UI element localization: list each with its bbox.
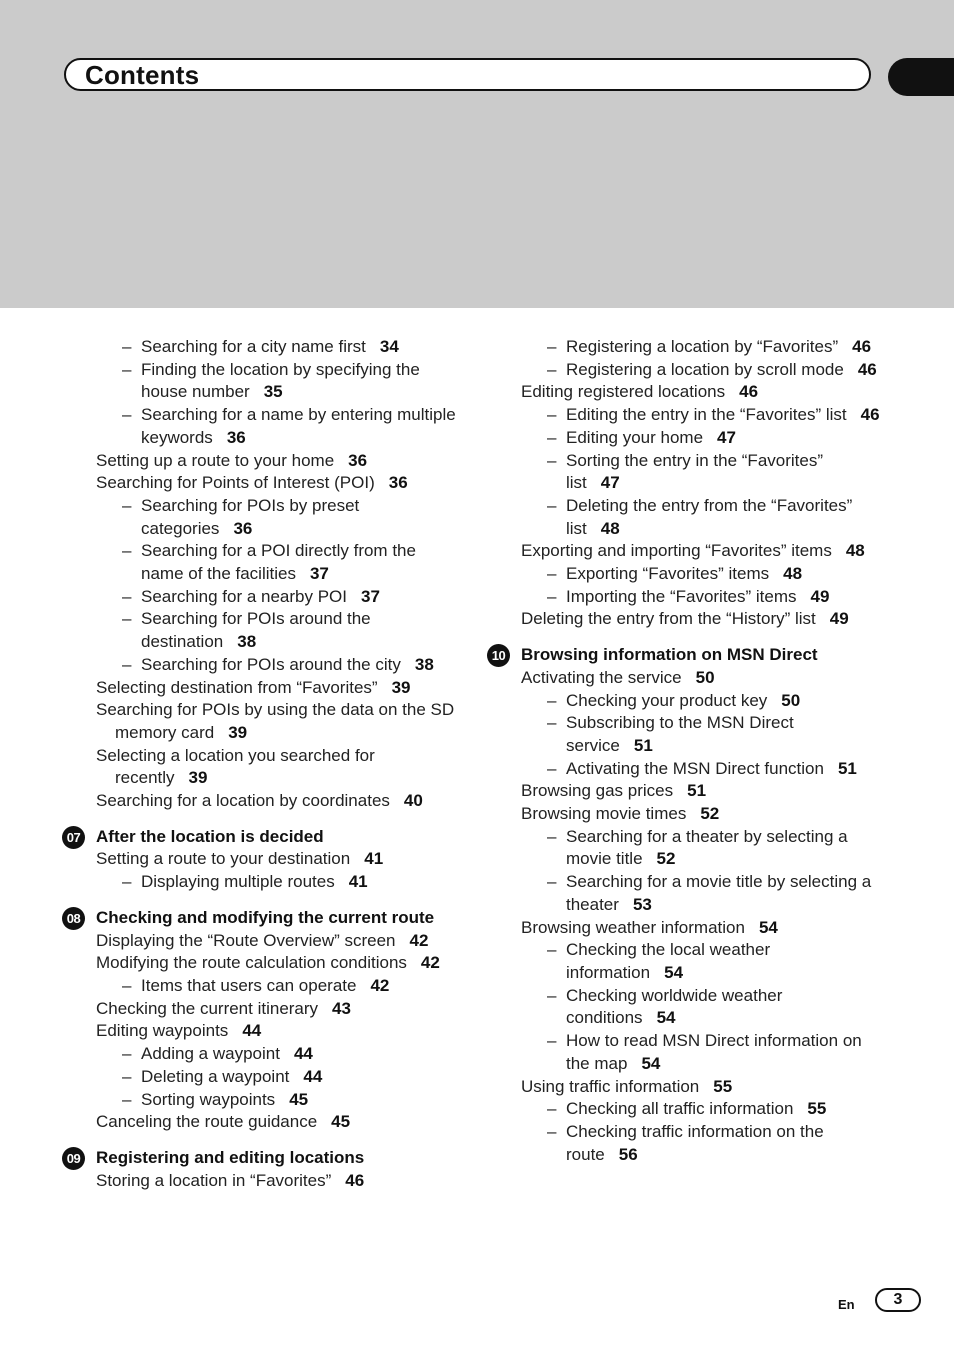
toc-subentry[interactable] [96,1066,456,1089]
entry-title: Checking the local weather information [566,940,771,982]
entry-title: Searching for a city name first [141,337,366,356]
entry-page-number: 44 [293,1044,313,1064]
toc-subentry[interactable] [521,939,881,984]
entry-page-number: 39 [228,722,248,742]
toc-subentry[interactable] [521,450,881,495]
entry-title: Searching for Points of Interest (POI) [96,473,375,493]
toc-subentry[interactable] [521,495,881,540]
toc-entry[interactable] [96,848,456,871]
entry-page-number: 52 [656,849,676,869]
entry-page-number: 56 [618,1144,638,1164]
dash-marker: – [547,564,557,584]
entry-title: Selecting destination from “Favorites” [96,677,378,697]
entry-title: Activating the service [521,667,682,687]
header-band [0,0,954,308]
entry-title: Checking all traffic information [566,1099,794,1119]
dash-marker: – [122,654,132,674]
entry-page-number: 44 [303,1066,323,1086]
dash-marker: – [547,690,557,710]
toc-subentry[interactable] [521,1121,881,1166]
entry-page-number: 46 [739,382,759,402]
entry-page-number: 50 [781,690,801,710]
toc-entry[interactable] [96,790,456,813]
dash-marker: – [122,1066,132,1086]
entry-title: Checking worldwide weather conditions [566,985,783,1028]
entry-page-number: 54 [656,1008,676,1028]
dash-marker: – [122,609,132,629]
dash-marker: – [122,1044,132,1064]
entry-title: Editing your home [566,427,704,447]
dash-marker: – [122,495,132,515]
section-number-badge: 09 [62,1147,85,1170]
entry-page-number: 54 [641,1053,661,1073]
toc-subentry[interactable] [521,690,881,713]
entry-page-number: 41 [364,849,384,869]
entry-title: Displaying multiple routes [141,872,335,892]
toc-subentry[interactable] [96,1043,456,1066]
entry-page-number: 55 [713,1076,733,1096]
entry-page-number: 38 [237,632,257,652]
section-number-badge: 10 [487,644,510,667]
dash-marker: – [122,586,132,606]
entry-page-number: 54 [758,917,778,937]
entry-page-number: 51 [633,735,653,755]
entry-title: Displaying the “Route Overview” screen [96,930,396,950]
toc-entry[interactable] [96,699,456,744]
toc-subentry[interactable] [521,563,881,586]
entry-page-number: 39 [391,677,411,697]
entry-page-number: 53 [632,894,652,914]
entry-title: Finding the location by specifying the house number [141,359,420,402]
dash-marker: – [122,1089,132,1109]
entry-page-number: 49 [810,586,830,606]
dash-marker: – [547,337,557,356]
entry-page-number: 36 [388,473,408,493]
entry-title: Importing the “Favorites” items [566,586,797,606]
dash-marker: – [547,495,557,515]
toc-subentry[interactable] [521,712,881,757]
dash-marker: – [547,405,557,425]
entry-title: Searching for a movie title by selecting a theater [566,872,872,914]
entry-title: Deleting the entry from the “History” list [521,609,816,629]
toc-entry[interactable] [96,1111,456,1134]
entry-page-number: 51 [837,758,857,778]
entry-title: Storing a location in “Favorites” [96,1170,332,1190]
toc-subentry[interactable] [521,404,881,427]
toc-entry[interactable] [521,780,881,803]
entry-title: Items that users can operate [141,975,357,995]
dash-marker: – [547,359,557,379]
toc-section-heading[interactable] [66,1147,456,1170]
entry-title: Checking traffic information on the route [566,1121,824,1164]
entry-page-number: 43 [332,998,351,1018]
entry-title: Editing the entry in the “Favorites” list [566,405,847,425]
dash-marker: – [547,1099,557,1119]
entry-title: Searching for a name by entering multiple keywords [141,405,456,447]
entry-title: Searching for a nearby POI [141,586,348,606]
section-title: Checking and modifying the current route [96,907,435,927]
dash-marker: – [547,1121,557,1141]
entry-page-number: 40 [403,791,423,811]
dash-marker: – [547,713,557,733]
entry-page-number: 47 [717,427,736,447]
dash-marker: – [547,586,557,606]
entry-title: Searching for POIs by preset categories [141,495,360,538]
toc-entry[interactable] [521,608,881,631]
toc-entry[interactable] [521,1076,881,1099]
entry-title: Searching for POIs around the destination [141,609,371,652]
toc-subentry[interactable] [521,427,881,450]
toc-subentry[interactable] [96,404,456,449]
entry-title: Setting a route to your destination [96,849,351,869]
toc-entry[interactable] [521,667,881,690]
entry-page-number: 42 [420,953,440,973]
dash-marker: – [122,541,132,561]
entry-title: How to read MSN Direct information on the map [566,1031,862,1073]
toc-section-heading[interactable] [66,907,456,930]
entry-page-number: 36 [226,427,246,447]
entry-title: Browsing movie times [521,804,687,824]
entry-page-number: 51 [687,781,707,801]
dash-marker: – [547,758,557,778]
entry-title: Canceling the route guidance [96,1112,318,1132]
entry-page-number: 47 [600,473,620,493]
entry-page-number: 46 [852,337,872,356]
entry-title: Deleting a waypoint [141,1066,290,1086]
toc-entry[interactable] [96,450,456,473]
section-number-badge: 08 [62,907,85,930]
toc-subentry[interactable] [521,826,881,871]
toc-subentry[interactable] [96,654,456,677]
dash-marker: – [547,1031,557,1051]
entry-page-number: 38 [414,654,434,674]
dash-marker: – [122,872,132,892]
toc-subentry[interactable] [96,1089,456,1112]
toc-entry[interactable] [96,472,456,495]
dash-marker: – [122,975,132,995]
page-title: Contents [85,60,200,90]
entry-title: Exporting “Favorites” items [566,564,770,584]
toc-entry[interactable] [96,1170,456,1193]
entry-title: Sorting the entry in the “Favorites” list [566,450,824,493]
toc-subentry[interactable] [521,1030,881,1075]
entry-title: Searching for POIs by using the data on the SD memory card [96,700,455,742]
toc-entry[interactable] [521,803,881,826]
language-label: En [838,1297,855,1312]
entry-title: Registering a location by scroll mode [566,359,844,379]
toc-subentry[interactable] [96,495,456,540]
toc-right-column [491,336,881,1166]
entry-title: Selecting a location you searched for recently [96,745,375,788]
entry-page-number: 48 [600,518,620,538]
entry-title: Searching for a location by coordinates [96,791,390,811]
dash-marker: – [122,359,132,379]
entry-title: Editing waypoints [96,1021,229,1041]
toc-entry[interactable] [521,540,881,563]
entry-page-number: 48 [845,541,865,561]
entry-page-number: 54 [664,962,684,982]
entry-page-number: 46 [857,359,877,379]
entry-page-number: 34 [379,337,399,356]
section-title: Browsing information on MSN Direct [521,645,818,665]
entry-title: Exporting and importing “Favorites” items [521,541,832,561]
entry-page-number: 44 [242,1021,262,1041]
dash-marker: – [122,337,132,356]
toc-subentry[interactable] [96,871,456,894]
entry-title: Subscribing to the MSN Direct service [566,713,794,755]
dash-marker: – [547,940,557,960]
page-number: 3 [875,1288,921,1312]
section-number-badge: 07 [62,826,85,849]
toc-section-heading[interactable] [66,826,456,849]
toc-entry[interactable] [96,930,456,953]
toc-left-column [66,336,456,1192]
entry-title: Setting up a route to your home [96,450,335,470]
entry-page-number: 35 [263,382,283,402]
section-tab [888,58,954,96]
toc-entry[interactable] [96,998,456,1021]
entry-page-number: 48 [783,564,803,584]
entry-title: Searching for POIs around the city [141,654,401,674]
entry-page-number: 36 [348,450,368,470]
section-title: Registering and editing locations [96,1147,365,1167]
entry-title: Sorting waypoints [141,1089,276,1109]
toc-subentry[interactable] [521,985,881,1030]
entry-page-number: 39 [188,768,208,788]
dash-marker: – [547,985,557,1005]
entry-page-number: 55 [807,1099,827,1119]
toc-entry[interactable] [96,745,456,790]
section-title: After the location is decided [96,826,324,846]
entry-title: Adding a waypoint [141,1044,280,1064]
entry-page-number: 41 [348,872,368,892]
entry-title: Activating the MSN Direct function [566,758,824,778]
toc-subentry[interactable] [96,608,456,653]
toc-entry[interactable] [96,677,456,700]
entry-title: Deleting the entry from the “Favorites” list [566,495,853,538]
toc-entry[interactable] [521,917,881,940]
entry-title: Using traffic information [521,1076,700,1096]
toc-subentry[interactable] [521,758,881,781]
entry-page-number: 42 [370,975,390,995]
entry-page-number: 45 [331,1112,351,1132]
entry-title: Modifying the route calculation conditions [96,953,407,973]
entry-page-number: 36 [233,518,253,538]
toc-section-heading[interactable] [491,644,881,667]
entry-title: Browsing weather information [521,917,745,937]
entry-title: Checking the current itinerary [96,998,319,1018]
toc-subentry[interactable] [96,540,456,585]
dash-marker: – [547,450,557,470]
entry-title: Registering a location by “Favorites” [566,337,839,356]
toc-subentry[interactable] [96,975,456,998]
toc-subentry[interactable] [521,586,881,609]
toc-entry[interactable] [96,952,456,975]
entry-title: Searching for a theater by selecting a movie title [566,826,848,869]
toc-entry[interactable] [521,381,881,404]
dash-marker: – [547,427,557,447]
entry-title: Editing registered locations [521,382,726,402]
entry-page-number: 46 [860,405,880,425]
entry-page-number: 42 [409,930,429,950]
entry-page-number: 37 [309,564,329,584]
toc-subentry[interactable] [521,336,881,359]
toc-entry[interactable] [96,1020,456,1043]
entry-title: Searching for a POI directly from the name of the facilities [141,541,416,584]
dash-marker: – [547,826,557,846]
title-box [64,58,871,91]
toc-subentry[interactable] [521,1098,881,1121]
toc-subentry[interactable] [96,336,456,359]
toc-subentry[interactable] [521,359,881,382]
entry-page-number: 50 [695,667,715,687]
entry-title: Browsing gas prices [521,781,674,801]
dash-marker: – [122,405,132,425]
entry-page-number: 49 [829,609,849,629]
dash-marker: – [547,872,557,892]
entry-page-number: 45 [289,1089,309,1109]
entry-page-number: 46 [345,1170,365,1190]
entry-page-number: 52 [700,804,720,824]
toc-subentry[interactable] [96,359,456,404]
toc-subentry[interactable] [96,586,456,609]
toc-subentry[interactable] [521,871,881,916]
entry-page-number: 37 [361,586,380,606]
entry-title: Checking your product key [566,690,768,710]
